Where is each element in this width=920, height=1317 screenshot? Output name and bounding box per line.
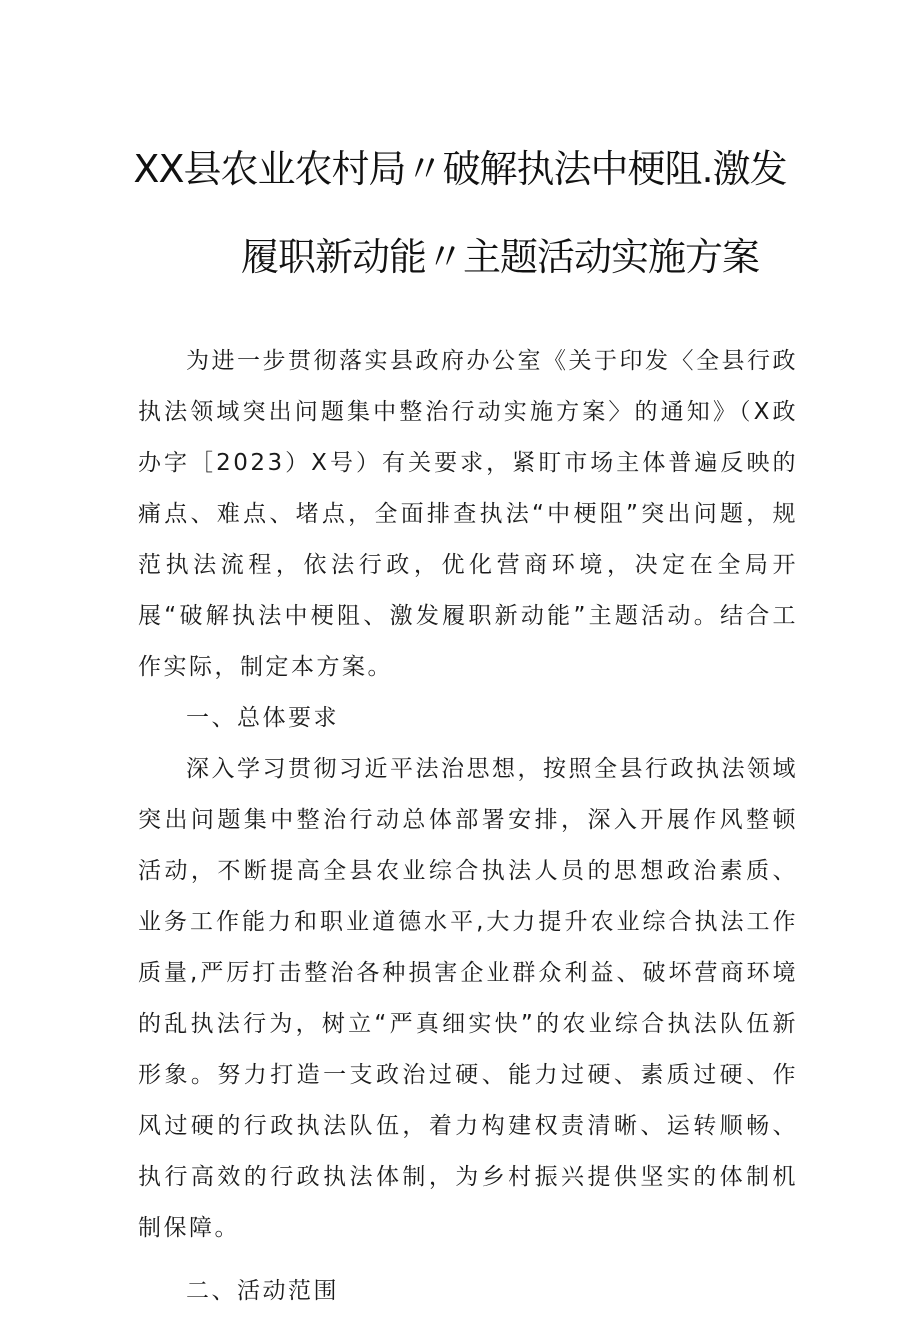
document-title-line-2: 履职新动能〃主题活动实施方案 <box>240 235 759 279</box>
section-heading-2: 二、活动范围 <box>186 1278 339 1304</box>
section-1-paragraph: 深入学习贯彻习近平法治思想，按照全县行政执法领域突出问题集中整治行动总体部署安排，深入开展作风整顿活动，不断提高全县农业综合执法人员的思想政治素质、业务工作能力和职业道德水平,大力提升农业综合执法工作质量,严厉打击整治各种损害企业群众利益、破坏营商环境的乱执法行为，树立“严真细实快”的农业综合执法队伍新形象。努力打造一支政治过硬、能力过硬、素质过硬、作风过硬的行政执法队伍，着力构建权责清晰、运转顺畅、执行高效的行政执法体制，为乡村振兴提供坚实的体制机制保障。 <box>138 756 798 1241</box>
document-title-line-1: XX县农业农村局〃破解执法中梗阻.激发 <box>133 147 787 191</box>
document-body <box>138 336 798 1317</box>
section-heading-1: 一、总体要求 <box>186 705 339 731</box>
intro-paragraph: 为进一步贯彻落实县政府办公室《关于印发〈全县行政执法领域突出问题集中整治行动实施方案〉的通知》（X政办字［2023）X号）有关要求，紧盯市场主体普遍反映的痛点、难点、堵点，全面排查执法“中梗阻”突出问题，规范执法流程，依法行政，优化营商环境，决定在全局开展“破解执法中梗阻、激发履职新动能”主题活动。结合工作实际，制定本方案。 <box>138 348 798 680</box>
